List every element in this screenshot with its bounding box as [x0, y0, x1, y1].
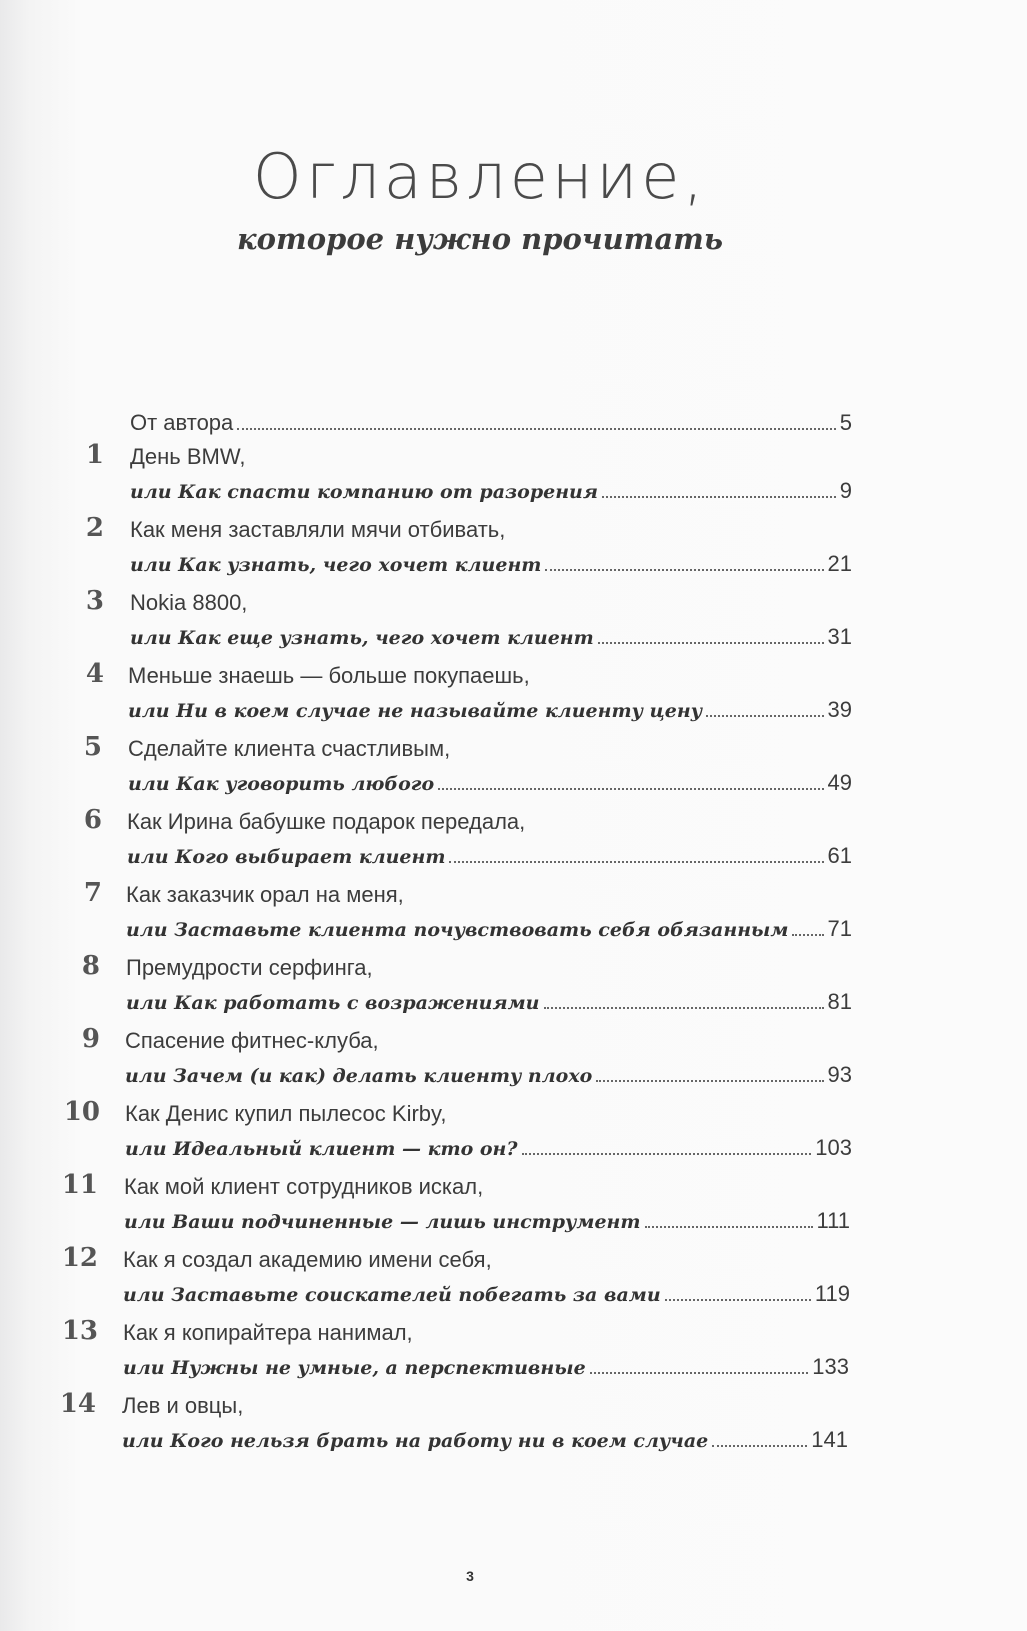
chapter-subtitle: или Ни в коем случае не называйте клиенту цену: [128, 700, 703, 722]
toc-page-number: 9: [839, 478, 852, 503]
toc-page-number: 61: [827, 843, 852, 868]
dot-leader: [545, 568, 823, 571]
chapter-title: Лев и овцы,: [122, 1393, 244, 1418]
chapter-title: Как меня заставляли мячи отбивать,: [130, 517, 506, 542]
toc-page-number: 49: [827, 770, 852, 795]
toc-page-number: 93: [827, 1062, 852, 1087]
dot-leader: [449, 860, 823, 863]
chapter-subtitle: или Заставьте соискателей побегать за вами: [123, 1284, 661, 1306]
chapter-subtitle: или Как еще узнать, чего хочет клиент: [130, 627, 594, 649]
chapter-title: Сделайте клиента счастливым,: [128, 736, 451, 761]
page-title: Оглавление,: [252, 140, 708, 213]
toc-page-number: 111: [816, 1208, 850, 1233]
chapter-title: Как я копирайтера нанимал,: [123, 1320, 413, 1345]
toc-page-number: 119: [814, 1281, 850, 1306]
dot-leader: [665, 1298, 811, 1301]
chapter-number: 14: [59, 1389, 96, 1419]
toc-page-number: 103: [815, 1135, 852, 1160]
chapter-number: 1: [85, 440, 104, 470]
dot-leader: [706, 714, 823, 717]
dot-leader: [590, 1371, 809, 1374]
toc-page-number: 71: [827, 916, 852, 941]
chapter-subtitle: или Ваши подчиненные — лишь инструмент: [124, 1211, 641, 1233]
page-subtitle: которое нужно прочитать: [237, 222, 723, 256]
chapter-title: День BMW,: [130, 444, 246, 469]
chapter-number: 11: [61, 1170, 98, 1200]
toc-page-number: 133: [812, 1354, 849, 1379]
toc-page-number: 21: [827, 551, 852, 576]
chapter-subtitle: или Заставьте клиента почувствовать себя обязанным: [126, 919, 789, 941]
chapter-number: 12: [61, 1243, 98, 1273]
page-number: 3: [466, 1568, 474, 1584]
chapter-title: Спасение фитнес-клуба,: [125, 1028, 379, 1053]
toc-page-number: 81: [827, 989, 852, 1014]
chapter-title: Как заказчик орал на меня,: [126, 882, 404, 907]
chapter-subtitle: или Как спасти компанию от разорения: [130, 481, 598, 503]
chapter-title: Меньше знаешь — больше покупаешь,: [128, 663, 530, 688]
chapter-title: Как мой клиент сотрудников искал,: [124, 1174, 484, 1199]
chapter-subtitle: или Как узнать, чего хочет клиент: [130, 554, 542, 576]
chapter-subtitle: или Зачем (и как) делать клиенту плохо: [125, 1065, 593, 1087]
chapter-number: 6: [83, 805, 102, 835]
toc-page-number: 141: [811, 1427, 848, 1452]
chapter-number: 9: [81, 1024, 100, 1054]
chapter-subtitle: или Нужны не умные, а перспективные: [123, 1357, 586, 1379]
chapter-subtitle: или Идеальный клиент — кто он?: [125, 1138, 518, 1160]
dot-leader: [237, 427, 835, 430]
dot-leader: [712, 1444, 807, 1447]
chapter-subtitle: или Как работать с возражениями: [126, 992, 540, 1014]
dot-leader: [645, 1225, 813, 1228]
chapter-number: 2: [85, 513, 104, 543]
toc-page-number: 39: [827, 697, 852, 722]
chapter-subtitle: или Как уговорить любого: [128, 773, 435, 795]
chapter-number: 8: [81, 951, 100, 981]
dot-leader: [598, 641, 824, 644]
chapter-subtitle: или Кого нельзя брать на работу ни в коем случае: [122, 1430, 709, 1452]
dot-leader: [438, 787, 823, 790]
dot-leader: [544, 1006, 824, 1009]
chapter-title: Как Ирина бабушке подарок передала,: [127, 809, 526, 834]
chapter-title: Премудрости серфинга,: [126, 955, 373, 980]
toc-page-number: 5: [839, 410, 852, 435]
chapter-number: 10: [63, 1097, 100, 1127]
dot-leader: [596, 1079, 823, 1082]
chapter-number: 13: [61, 1316, 98, 1346]
chapter-subtitle: или Кого выбирает клиент: [127, 846, 446, 868]
toc-entry-author[interactable]: [130, 410, 852, 436]
chapter-title: Как Денис купил пылесос Kirby,: [125, 1101, 447, 1126]
chapter-number: 3: [85, 586, 104, 616]
chapter-number: 4: [85, 659, 104, 689]
chapter-title: Nokia 8800,: [130, 590, 248, 615]
toc-entry-label: От автора: [130, 410, 234, 435]
chapter-number: 5: [83, 732, 102, 762]
dot-leader: [602, 495, 836, 498]
dot-leader: [522, 1152, 812, 1155]
dot-leader: [792, 933, 823, 936]
toc-page-number: 31: [827, 624, 852, 649]
chapter-title: Как я создал академию имени себя,: [123, 1247, 492, 1272]
chapter-number: 7: [83, 878, 102, 908]
